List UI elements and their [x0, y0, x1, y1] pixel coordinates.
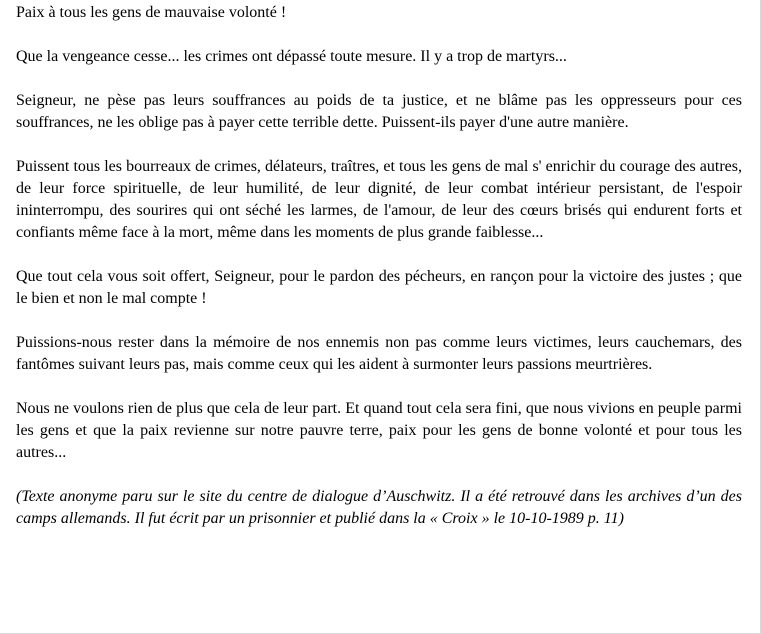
paragraph-paix: Nous ne voulons rien de plus que cela de leur part. Et quand tout cela sera fini, que nous vivions en peuple parmi les gens et que la paix revienne sur notre pauvre terre, paix pour les gens de bonne volonté et pour tous les autres... [16, 400, 742, 461]
paragraph-seigneur: Seigneur, ne pèse pas leurs souffrances au poids de ta justice, et ne blâme pas les oppresseurs pour ces souffrances, ne les oblige pas à payer cette terrible dette. Puissent-ils payer d'une autre manière. [16, 92, 742, 131]
paragraph-bourreaux: Puissent tous les bourreaux de crimes, délateurs, traîtres, et tous les gens de mal s' enrichir du courage des autres, de leur force spirituelle, de leur humilité, de leur dignité, de leur combat intérieur persistant, de l'espoir ininterrompu, des sourires qui ont séché les larmes, de l'amour, de leur des cœurs brisés qui endurent forts et confiants même face à la mort, même dans les moments de plus grande faiblesse... [16, 158, 742, 241]
source-note: (Texte anonyme paru sur le site du centre de dialogue d’Auschwitz. Il a été retrouvé dans les archives d’un des camps allemands. Il fut écrit par un prisonnier et publié dans la « Croix » le 10-10-1989 p. 11) [16, 488, 742, 527]
paragraph-title-line: Paix à tous les gens de mauvaise volonté ! [16, 4, 287, 21]
document-body [16, 2, 742, 530]
paragraph-vengeance: Que la vengeance cesse... les crimes ont dépassé toute mesure. Il y a trop de martyrs... [16, 48, 567, 65]
paragraph-memoire: Puissions-nous rester dans la mémoire de nos ennemis non pas comme leurs victimes, leurs cauchemars, des fantômes suivant leurs pas, mais comme ceux qui les aident à surmonter leurs passions meurtrières. [16, 334, 742, 373]
paragraph-offert: Que tout cela vous soit offert, Seigneur, pour le pardon des pécheurs, en rançon pour la victoire des justes ; que le bien et non le mal compte ! [16, 268, 742, 307]
